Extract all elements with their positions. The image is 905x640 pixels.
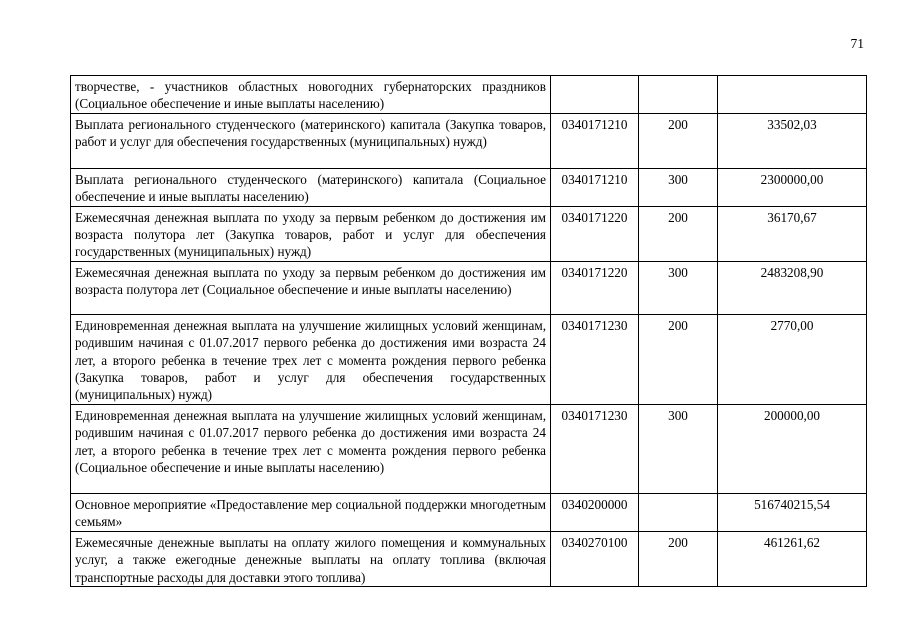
row-amount: 200000,00: [718, 404, 867, 493]
row-amount: 2483208,90: [718, 261, 867, 314]
row-expense-type: 300: [639, 404, 718, 493]
row-target-code: 0340200000: [551, 493, 639, 531]
table-row: [71, 206, 867, 261]
row-amount: 36170,67: [718, 206, 867, 261]
budget-table: [70, 75, 867, 587]
row-description: Единовременная денежная выплата на улучшение жилищных условий женщинам, родившим начиная с 01.07.2017 первого ребенка до достижения ими возраста 24 лет, а второго ребенка в течение трех лет с момента рождения первого ребенка (Социальное обеспечение и иные выплаты населению): [71, 404, 551, 493]
table-row: [71, 404, 867, 493]
row-target-code: 0340171220: [551, 206, 639, 261]
row-expense-type: [639, 493, 718, 531]
row-description: Ежемесячная денежная выплата по уходу за первым ребенком до достижения им возраста полутора лет (Закупка товаров, работ и услуг для обеспечения государственных (муниципальных) нужд): [71, 206, 551, 261]
row-amount: 2300000,00: [718, 168, 867, 206]
table-row: [71, 493, 867, 531]
table-row: [71, 76, 867, 114]
row-description: Выплата регионального студенческого (материнского) капитала (Закупка товаров, работ и услуг для обеспечения государственных (муниципальных) нужд): [71, 113, 551, 168]
row-amount: 516740215,54: [718, 493, 867, 531]
row-target-code: 0340171230: [551, 404, 639, 493]
table-row: [71, 314, 867, 404]
row-description: творчестве, - участников областных новогодних губернаторских праздников (Социальное обеспечение и иные выплаты населению): [71, 76, 551, 114]
row-expense-type: 200: [639, 113, 718, 168]
row-description: Ежемесячная денежная выплата по уходу за первым ребенком до достижения им возраста полутора лет (Социальное обеспечение и иные выплаты населению): [71, 261, 551, 314]
row-target-code: 0340171210: [551, 113, 639, 168]
budget-table-body: [71, 76, 867, 587]
row-target-code: 0340171210: [551, 168, 639, 206]
row-description: Единовременная денежная выплата на улучшение жилищных условий женщинам, родившим начиная с 01.07.2017 первого ребенка до достижения ими возраста 24 лет, а второго ребенка в течение трех лет с момента рождения первого ребенка (Закупка товаров, работ и услуг для обеспечения государственных (муниципальных) нужд): [71, 314, 551, 404]
row-description: Ежемесячные денежные выплаты на оплату жилого помещения и коммунальных услуг, а также ежегодные денежные выплаты на оплату топлива (включая транспортные расходы для доставки этого топлива): [71, 531, 551, 586]
row-description: Основное мероприятие «Предоставление мер социальной поддержки многодетным семьям»: [71, 493, 551, 531]
row-expense-type: 200: [639, 531, 718, 586]
page-number: 71: [850, 36, 864, 51]
row-expense-type: 200: [639, 314, 718, 404]
table-row: [71, 113, 867, 168]
row-target-code: [551, 76, 639, 114]
row-expense-type: 300: [639, 261, 718, 314]
row-amount: [718, 76, 867, 114]
row-expense-type: [639, 76, 718, 114]
row-expense-type: 200: [639, 206, 718, 261]
row-target-code: 0340270100: [551, 531, 639, 586]
row-amount: 33502,03: [718, 113, 867, 168]
table-row: [71, 261, 867, 314]
row-expense-type: 300: [639, 168, 718, 206]
row-target-code: 0340171220: [551, 261, 639, 314]
row-amount: 461261,62: [718, 531, 867, 586]
table-row: [71, 531, 867, 586]
row-description: Выплата регионального студенческого (материнского) капитала (Социальное обеспечение и иные выплаты населению): [71, 168, 551, 206]
row-target-code: 0340171230: [551, 314, 639, 404]
row-amount: 2770,00: [718, 314, 867, 404]
table-row: [71, 168, 867, 206]
